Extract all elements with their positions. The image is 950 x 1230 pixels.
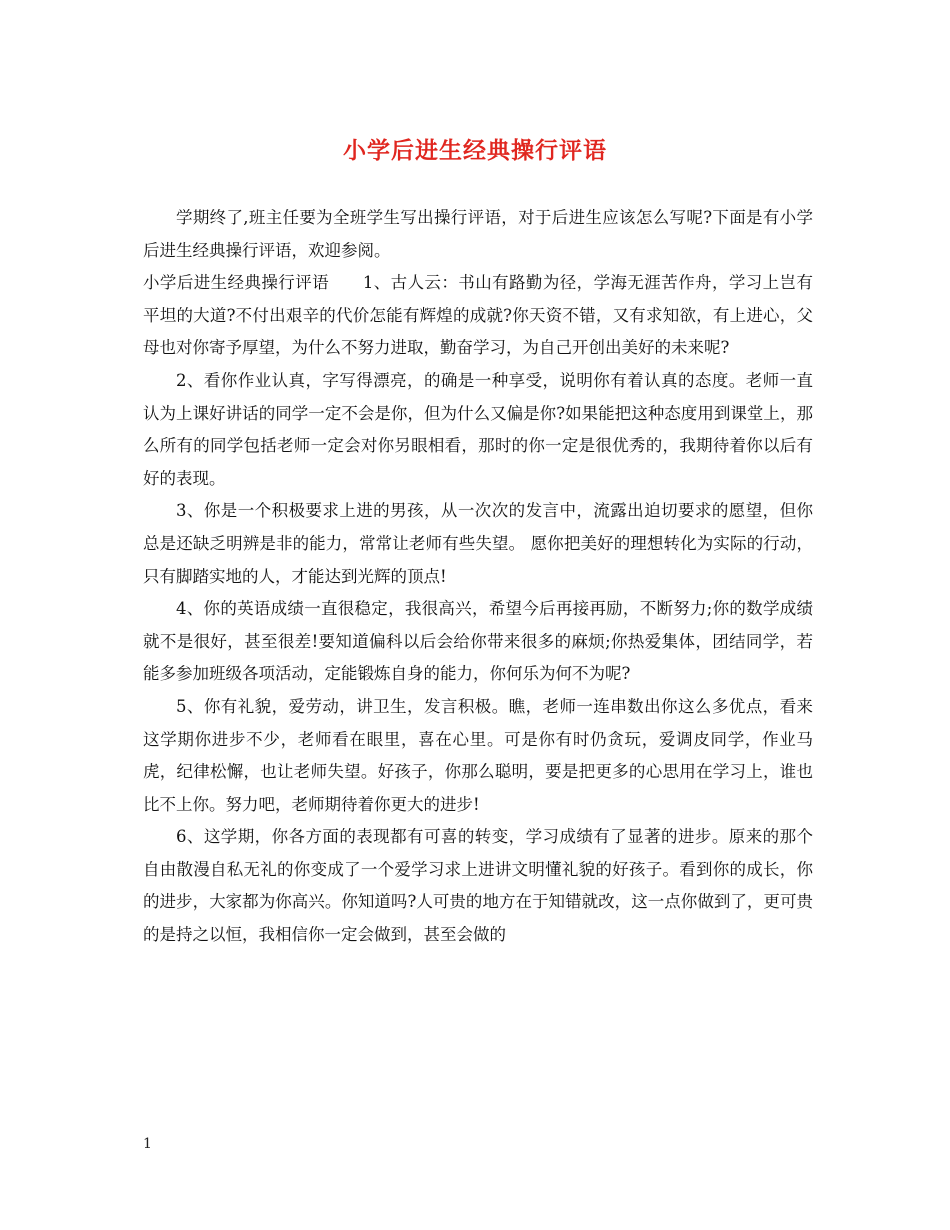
paragraph-comment-5: 5、你有礼貌，爱劳动，讲卫生，发言积极。瞧，老师一连串数出你这么多优点，看来这学期你进步不少，老师看在眼里，喜在心里。可是你有时仍贪玩，爱调皮同学，作业马虎，纪律松懈，也让老师失望。好孩子，你那么聪明，要是把更多的心思用在学习上，谁也比不上你。努力吧，老师期待着你更大的进步! [143,696,813,814]
paragraph-comment-3: 3、你是一个积极要求上进的男孩，从一次次的发言中，流露出迫切要求的愿望，但你总是还缺乏明辨是非的能力，常常让老师有些失望。 愿你把美好的理想转化为实际的行动，只有脚踏实地的人，才能达到光辉的顶点! [143,501,813,586]
paragraph-intro: 学期终了,班主任要为全班学生写出操行评语，对于后进生应该怎么写呢?下面是有小学后进生经典操行评语，欢迎参阅。 [143,208,813,260]
document-title: 小学后进生经典操行评语 [343,137,607,164]
paragraph-comment-6: 6、这学期，你各方面的表现都有可喜的转变，学习成绩有了显著的进步。原来的那个自由散漫自私无礼的你变成了一个爱学习求上进讲文明懂礼貌的好孩子。看到你的成长，你的进步，大家都为你高兴。你知道吗?人可贵的地方在于知错就改，这一点你做到了，更可贵的是持之以恒，我相信你一定会做到，甚至会做的 [143,827,813,945]
paragraph-comment-2: 2、看你作业认真，字写得漂亮，的确是一种享受，说明你有着认真的态度。老师一直认为上课好讲话的同学一定不会是你，但为什么又偏是你?如果能把这种态度用到课堂上，那么所有的同学包括老师一定会对你另眼相看，那时的你一定是很优秀的，我期待着你以后有好的表现。 [143,370,813,488]
page-number: 1 [143,1136,152,1152]
paragraph-comment-4: 4、你的英语成绩一直很稳定，我很高兴，希望今后再接再励，不断努力;你的数学成绩就不是很好，甚至很差!要知道偏科以后会给你带来很多的麻烦;你热爱集体，团结同学，若能多参加班级各项活动，定能锻炼自身的能力，你何乐为何不为呢? [143,599,813,684]
paragraph-comment-1: 小学后进生经典操行评语 1、古人云：书山有路勤为径，学海无涯苦作舟，学习上岂有平坦的大道?不付出艰辛的代价怎能有辉煌的成就?你天资不错，又有求知欲，有上进心，父母也对你寄予厚望，为什么不努力进取，勤奋学习，为自己开创出美好的未来呢? [143,273,813,358]
document-body [143,202,813,952]
